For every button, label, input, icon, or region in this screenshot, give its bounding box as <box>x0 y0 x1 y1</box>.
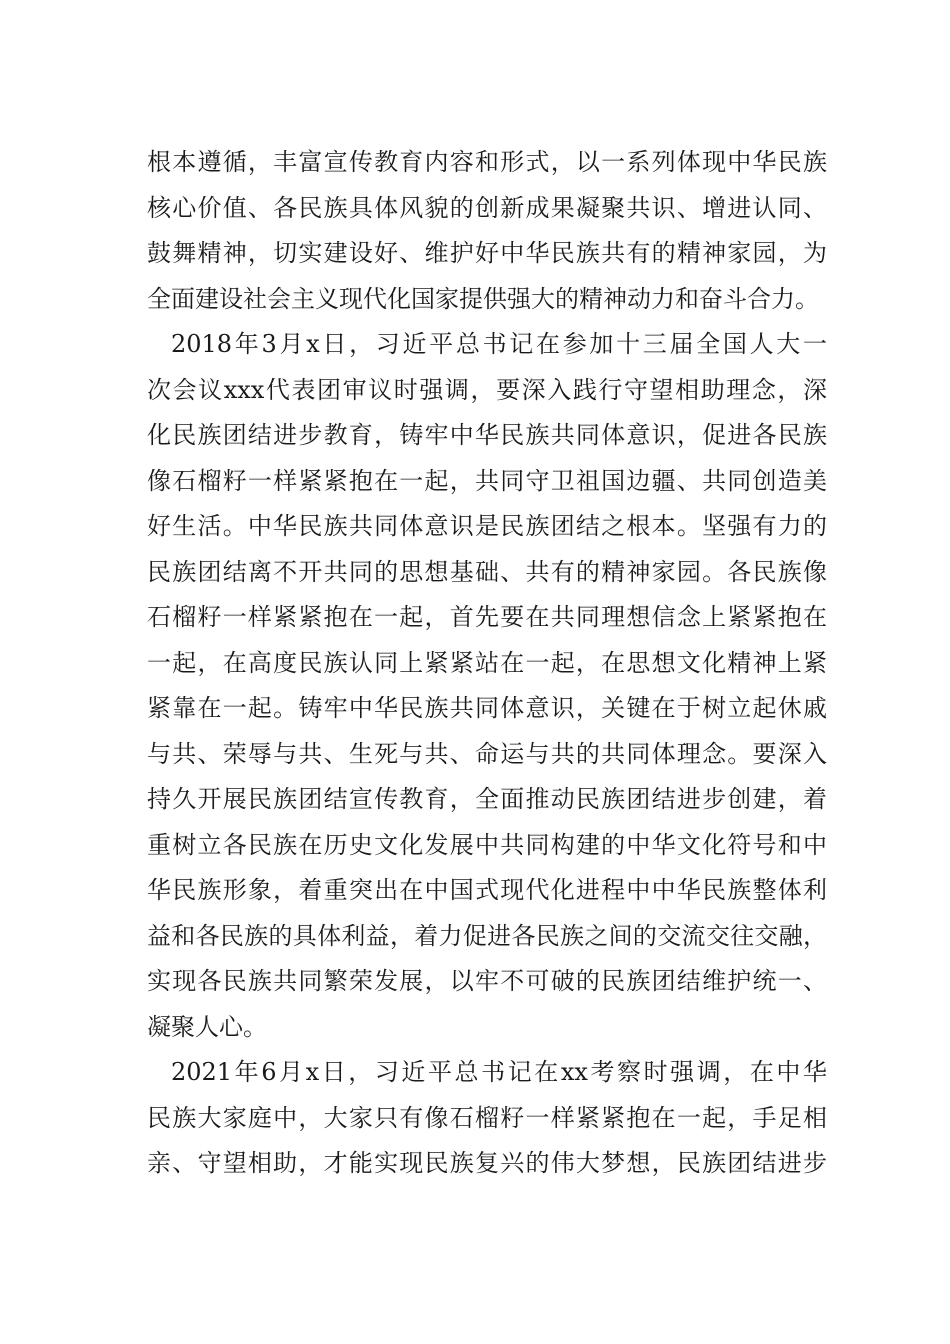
paragraph-first-line: 2018年3月x日，习近平总书记在参加十三届全国人大一 <box>171 330 827 358</box>
text-line: 实现各民族共同繁荣发展，以牢不可破的民族团结维护统一、 <box>147 967 827 995</box>
text-line: 石榴籽一样紧紧抱在一起，首先要在共同理想信念上紧紧抱在 <box>147 603 827 631</box>
text-line: 亲、守望相助，才能实现民族复兴的伟大梦想，民族团结进步 <box>147 1149 827 1177</box>
text-line: 核心价值、各民族具体风貌的创新成果凝聚共识、增进认同、 <box>147 193 827 222</box>
paragraph-first-line: 2021年6月x日，习近平总书记在xx考察时强调，在中华 <box>171 1058 827 1086</box>
text-line: 重树立各民族在历史文化发展中共同构建的中华文化符号和中 <box>147 830 827 859</box>
text-line: 益和各民族的具体利益，着力促进各民族之间的交流交往交融， <box>147 921 827 950</box>
text-line: 好生活。中华民族共同体意识是民族团结之根本。坚强有力的 <box>147 512 827 540</box>
text-line: 民族团结离不开共同的思想基础、共有的精神家园。各民族像 <box>147 557 827 586</box>
text-line: 与共、荣辱与共、生死与共、命运与共的共同体理念。要深入 <box>147 739 827 768</box>
text-line: 紧靠在一起。铸牢中华民族共同体意识，关键在于树立起休戚 <box>147 694 827 722</box>
body-text <box>147 140 827 1187</box>
text-line: 次会议xxx代表团审议时强调，要深入践行守望相助理念，深 <box>147 375 827 404</box>
text-line: 持久开展民族团结宣传教育，全面推动民族团结进步创建，着 <box>147 785 827 813</box>
text-line: 根本遵循，丰富宣传教育内容和形式，以一系列体现中华民族 <box>147 148 827 176</box>
text-line: 一起，在高度民族认同上紧紧站在一起，在思想文化精神上紧 <box>147 648 827 677</box>
text-line: 凝聚人心。 <box>147 1012 267 1041</box>
text-line: 鼓舞精神，切实建设好、维护好中华民族共有的精神家园，为 <box>147 239 827 267</box>
text-line: 像石榴籽一样紧紧抱在一起，共同守卫祖国边疆、共同创造美 <box>147 466 827 495</box>
text-line: 化民族团结进步教育，铸牢中华民族共同体意识，促进各民族 <box>147 421 827 449</box>
text-line: 华民族形象，着重突出在中国式现代化进程中中华民族整体利 <box>147 876 827 904</box>
text-line: 全面建设社会主义现代化国家提供强大的精神动力和奋斗合力。 <box>147 284 819 313</box>
text-line: 民族大家庭中，大家只有像石榴籽一样紧紧抱在一起，手足相 <box>147 1103 827 1132</box>
